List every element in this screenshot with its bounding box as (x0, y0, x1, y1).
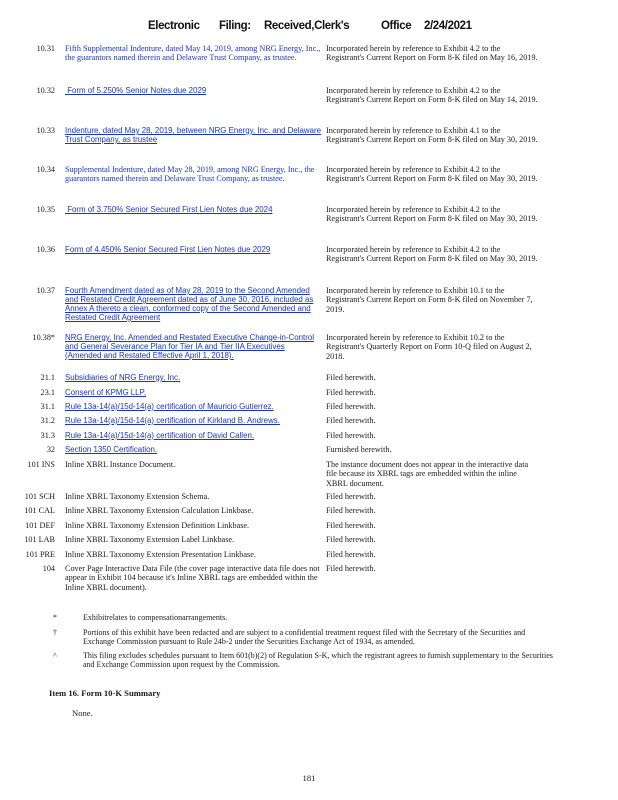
exhibit-filing-note: Filed herewith. (326, 506, 376, 515)
exhibit-number: 10.36 (36, 245, 55, 254)
exhibit-description: Inline XBRL Taxonomy Extension Schema. (65, 492, 210, 501)
exhibit-filing-note: Incorporated herein by reference to Exhibit 4.2 to the Registrant's Current Report on Form 8-K filed on May 30, 2019. (326, 245, 538, 264)
exhibit-number: 10.31 (36, 44, 55, 53)
exhibit-description: Inline XBRL Taxonomy Extension Definition Linkbase. (65, 521, 250, 530)
exhibit-description-link[interactable]: Form of 3.750% Senior Secured First Lien Notes due 2024 (65, 205, 273, 214)
exhibit-number: 10.38* (32, 333, 55, 342)
exhibit-number: 10.33 (36, 126, 55, 135)
exhibit-description: Inline XBRL Taxonomy Extension Label Linkbase. (65, 535, 235, 544)
item16-heading: Item 16. Form 10-K Summary (49, 688, 161, 698)
exhibit-description-link[interactable]: Form of 5.250% Senior Notes due 2029 (65, 86, 207, 95)
exhibit-filing-note: Filed herewith. (326, 388, 376, 397)
exhibit-number: 101 CAL (24, 506, 55, 515)
exhibit-description-link[interactable]: Fifth Supplemental Indenture, dated May 14, 2019, among NRG Energy, Inc., the guarantors named therein and Delaware Trust Company, as trustee. (65, 44, 321, 63)
footnote-symbol: ^ (53, 651, 57, 660)
filing-header (0, 20, 618, 36)
exhibit-number: 101 DEF (25, 521, 55, 530)
exhibit-filing-note: Incorporated herein by reference to Exhibit 4.2 to the Registrant's Current Report on Form 8-K filed on May 30, 2019. (326, 205, 538, 224)
exhibit-filing-note: Filed herewith. (326, 373, 376, 382)
exhibit-description-link[interactable]: Rule 13a-14(a)/15d-14(a) certification of David Callen. (65, 431, 255, 440)
exhibit-description-link[interactable]: Fourth Amendment dated as of May 28, 2019 to the Second Amended and Restated Credit Agreement dated as of June 30, 2016, included as Annex A thereto a clean, conformed copy of the Second Amended and Restated Credit Agreement (65, 286, 314, 322)
exhibit-description: Cover Page Interactive Data File (the cover page interactive data file does not appear in Exhibit 104 because it's Inline XBRL tags are embedded within the Inline XBRL document). (65, 564, 320, 592)
exhibit-number: 104 (42, 564, 55, 573)
exhibit-number: 10.32 (36, 86, 55, 95)
exhibit-number: 31.2 (40, 416, 55, 425)
exhibit-number: 101 PRE (25, 550, 55, 559)
footnote-symbol: † (53, 628, 57, 637)
exhibit-description-link[interactable]: NRG Energy, Inc. Amended and Restated Executive Change-in-Control and General Severance Plan for Tier IA and Tier IIA Executives (Amended and Restated Effective April 1, 2018). (65, 333, 314, 360)
footnote-text: Portions of this exhibit have been redacted and are subject to a confidential treatment request filed with the Secretary of the Securities and Exchange Commission pursuant to Rule 24b-2 under the Securities Exchange Act of 1934, as amended. (83, 628, 526, 646)
exhibit-filing-note: Incorporated herein by reference to Exhibit 4.2 to the Registrant's Current Report on Form 8-K filed on May 16, 2019. (326, 44, 538, 63)
exhibit-filing-note: Filed herewith. (326, 521, 376, 530)
exhibit-number: 10.37 (36, 286, 55, 295)
exhibit-description: Inline XBRL Instance Document. (65, 460, 176, 469)
exhibit-description-link[interactable]: Rule 13a-14(a)/15d-14(a) certification of Mauricio Gutierrez. (65, 402, 274, 411)
exhibit-filing-note: Incorporated herein by reference to Exhibit 4.2 to the Registrant's Current Report on Form 8-K filed on May 14, 2019. (326, 86, 538, 105)
exhibit-number: 10.35 (36, 205, 55, 214)
header-word-electronic: Electronic (148, 20, 200, 32)
exhibit-description: Inline XBRL Taxonomy Extension Presentation Linkbase. (65, 550, 256, 559)
item16-body: None. (72, 708, 93, 718)
exhibit-filing-note: Furnished herewith. (326, 445, 392, 454)
exhibit-description-link[interactable]: Supplemental Indenture, dated May 28, 2019, among NRG Energy, Inc., the guarantors named therein and Delaware Trust Company, as trustee. (65, 165, 315, 184)
exhibit-filing-note: Incorporated herein by reference to Exhibit 4.1 to the Registrant's Current Report on Form 8-K filed on May 30, 2019. (326, 126, 538, 145)
footnote-symbol: * (53, 613, 57, 622)
exhibit-description-link[interactable]: Rule 13a-14(a)/15d-14(a) certification of Kirkland B. Andrews. (65, 416, 280, 425)
exhibit-filing-note: Incorporated herein by reference to Exhibit 10.2 to the Registrant's Quarterly Report on Form 10-Q filed on August 2, 2018. (326, 333, 532, 361)
header-word-received: Received,Clerk's (264, 20, 350, 32)
exhibit-number: 21.1 (40, 373, 55, 382)
header-word-office: Office (381, 20, 412, 32)
exhibit-description-link[interactable]: Consent of KPMG LLP. (65, 388, 146, 397)
exhibit-filing-note: Filed herewith. (326, 550, 376, 559)
exhibit-filing-note: The instance document does not appear in the interactive data file because its XBRL tags are embedded within the inline XBRL document. (326, 460, 529, 488)
exhibit-filing-note: Filed herewith. (326, 492, 376, 501)
exhibit-filing-note: Filed herewith. (326, 416, 376, 425)
exhibit-filing-note: Incorporated herein by reference to Exhibit 10.1 to the Registrant's Current Report on Form 8-K filed on November 7, 2019. (326, 286, 533, 314)
exhibit-filing-note: Filed herewith. (326, 431, 376, 440)
exhibit-number: 32 (46, 445, 55, 454)
exhibit-description-link[interactable]: Subsidiaries of NRG Energy, Inc. (65, 373, 181, 382)
exhibit-number: 101 SCH (24, 492, 55, 501)
exhibit-filing-note: Filed herewith. (326, 535, 376, 544)
exhibit-description: Inline XBRL Taxonomy Extension Calculation Linkbase. (65, 506, 254, 515)
exhibit-description-link[interactable]: Section 1350 Certification. (65, 445, 158, 454)
exhibit-number: 101 LAB (24, 535, 55, 544)
exhibit-number: 31.1 (40, 402, 55, 411)
footnote-text: This filing excludes schedules pursuant to Item 601(b)(2) of Regulation S-K, which the registrant agrees to furnish supplementary to the Securities and Exchange Commission upon request by the Commission. (83, 651, 553, 669)
exhibit-description-link[interactable]: Form of 4.450% Senior Secured First Lien Notes due 2029 (65, 245, 271, 254)
page-number: 181 (302, 773, 316, 783)
exhibit-number: 23.1 (40, 388, 55, 397)
header-date: 2/24/2021 (424, 20, 472, 32)
header-word-filing: Filing: (219, 20, 251, 32)
exhibit-number: 10.34 (36, 165, 55, 174)
exhibit-number: 31.3 (40, 431, 55, 440)
exhibit-filing-note: Filed herewith. (326, 564, 376, 573)
exhibit-number: 101 INS (27, 460, 55, 469)
exhibit-description-link[interactable]: Indenture, dated May 28, 2019, between NRG Energy, Inc. and Delaware Trust Company, as trustee (65, 126, 322, 144)
exhibit-filing-note: Filed herewith. (326, 402, 376, 411)
footnote-text: Exhibitrelates to compensationarrangements. (83, 613, 228, 622)
exhibit-filing-note: Incorporated herein by reference to Exhibit 4.2 to the Registrant's Current Report on Form 8-K filed on May 30, 2019. (326, 165, 538, 184)
